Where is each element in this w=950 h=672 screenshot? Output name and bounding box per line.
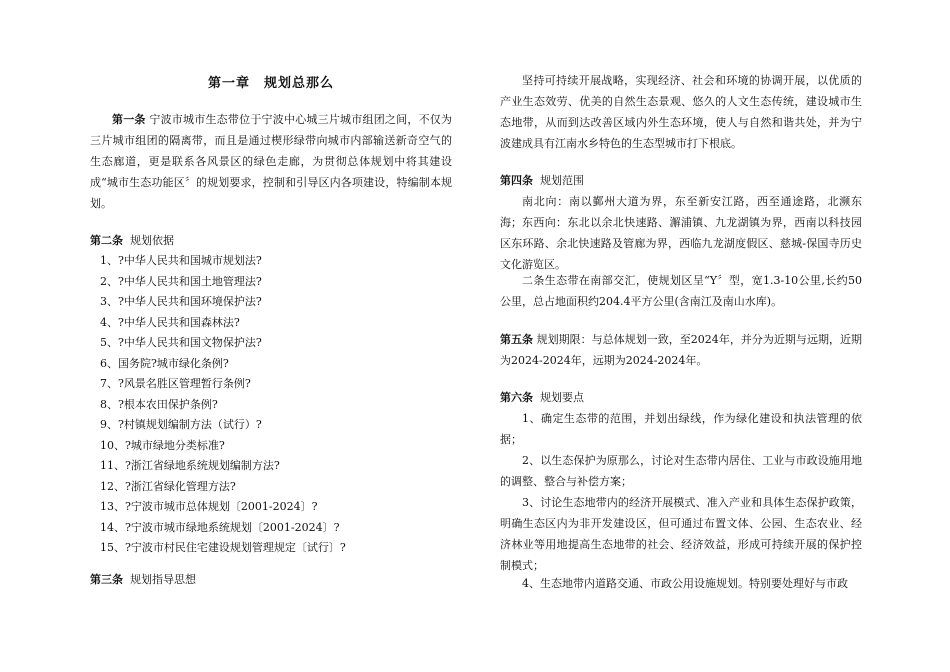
basis-list-item: 10、?城市绿地分类标准?	[100, 438, 225, 452]
article-4-para-3: 二条生态带在南部交汇，使规划区呈“Y〞型，宽1.3-10公里,长约50公里，总占地面积约204.4平方公里(含南江及南山水库)。	[500, 274, 862, 308]
basis-list-item: 7、?风景名胜区管理暂行条例?	[100, 377, 251, 390]
article-6-point-3: 3、讨论生态地带内的经济开展模式、准入产业和具体生态保护政策，明确生态区内为非开发建设区，但可通过布置文体、公园、生态农业、经济林业等用地提高生态地带的社会、经济效益，形成可持续开展的保护控制模式；	[500, 496, 862, 572]
basis-list-item: 6、国务院?城市绿化条例?	[100, 356, 229, 370]
article-5-label: 第五条	[500, 333, 534, 346]
article-2-label: 第二条	[90, 234, 123, 247]
article-4-label: 第四条	[500, 174, 533, 187]
article-6-label: 第六条	[500, 391, 533, 404]
basis-list	[90, 251, 452, 559]
basis-list-item: 14、?宁波市城市绿地系统规划〔2001-2024〕?	[100, 520, 340, 534]
basis-list-item: 3、?中华人民共和国环境保护法?	[100, 295, 262, 308]
basis-list-item: 8、?根本农田保护条例?	[100, 397, 218, 411]
article-5-text: 规划期限：与总体规划一致，至2024年，并分为近期与远期，近期为2024-2024年，远期为2024-2024年。	[500, 333, 863, 367]
article-2-heading	[90, 230, 174, 251]
basis-list-item: 13、?宁波市城市总体规划〔2001-2024〕?	[100, 500, 318, 513]
article-4-para-2: 东西向：东北以余北快速路、澥浦镇、九龙湖镇为界，西南以科技园区东环路、余北快速路及管廊为界，西临九龙湖度假区、慈城-保国寺历史文化游览区。	[500, 216, 862, 271]
article-3-label: 第三条	[90, 573, 123, 586]
basis-list-item: 11、?浙江省绿地系统规划编制方法?	[100, 459, 280, 472]
basis-list-item: 5、?中华人民共和国文物保护法?	[100, 336, 262, 349]
basis-list-item: 12、?浙江省绿化管理方法?	[100, 479, 236, 493]
article-4-title: 规划范围	[540, 174, 584, 187]
article-6-heading	[500, 387, 584, 408]
article-3-title: 规划指导思想	[130, 573, 196, 586]
basis-list-item: 4、?中华人民共和国森林法?	[100, 315, 240, 329]
article-1-text: 宁波市城市生态带位于宁波中心城三片城市组团之间，不仅为三片城市组团的隔离带，而且是通过楔形绿带向城市内部输送新奇空气的生态廊道，更是联系各风景区的绿色走廊，为贯彻总体规划中将其建设成“城市生态功能区〞的规划要求，控制和引导区内各项建设，特编制本规划。	[90, 113, 453, 210]
article-3-heading	[90, 569, 196, 590]
article-6-point-4: 4、生态地带内道路交通、市政公用设施规划。特别要处理好与市政	[522, 577, 848, 590]
basis-list-item: 1、?中华人民共和国城市规划法?	[100, 254, 262, 267]
article-3-text: 坚持可持续开展战略，实现经济、社会和环境的协调开展，以优质的产业生态效劳、优美的自然生态景观、悠久的人文生态传统，建设城市生态地带，从而到达改善区域内外生态环境，使人与自然和谐共处，并为宁波建成具有江南水乡特色的生态型城市打下根底。	[500, 74, 862, 150]
article-4-heading	[500, 170, 584, 191]
article-6-point-2: 2、以生态保护为原那么，讨论对生态带内居住、工业与市政设施用地的调整、整合与补偿方案；	[500, 454, 862, 488]
basis-list-item: 15、?宁波市村民住宅建设规划管理规定〔试行〕?	[100, 541, 346, 554]
chapter-title: 第一章 规划总那么	[207, 76, 334, 91]
article-1	[90, 109, 452, 214]
article-6-title: 规划要点	[540, 391, 584, 404]
article-6-point-1: 1、确定生态带的范围，并划出绿线，作为绿化建设和执法管理的依据；	[500, 412, 862, 446]
article-1-label: 第一条	[112, 113, 146, 126]
article-5	[500, 329, 862, 371]
article-2-title: 规划依据	[130, 234, 174, 247]
basis-list-item: 2、?中华人民共和国土地管理法?	[100, 274, 262, 288]
article-4-para-1: 南北向：南以鄞州大道为界，东至新安江路，西至通途路，北濒东海；	[500, 195, 862, 229]
basis-list-item: 9、?村镇规划编制方法（试行）?	[100, 418, 262, 431]
